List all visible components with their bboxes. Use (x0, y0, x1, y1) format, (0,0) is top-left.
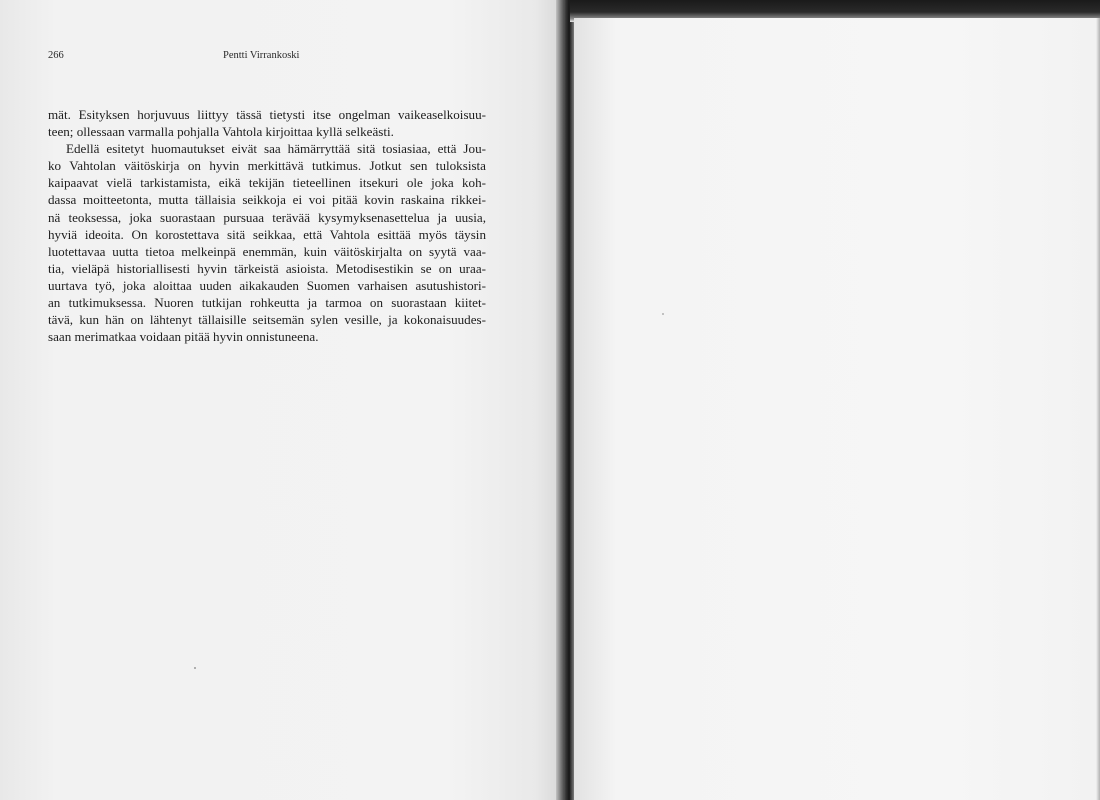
running-head-author: Pentti Virrankoski (223, 50, 300, 61)
text-line: teen; ollessaan varmalla pohjalla Vahtola kirjoittaa kyllä selkeästi. (48, 124, 394, 140)
body-text (48, 106, 486, 345)
text-line: mät. Esityksen horjuvuus liittyy tässä tietysti itse ongelman vaikeaselkoisuu- (48, 107, 486, 122)
right-page-blank (574, 18, 1100, 800)
text-line: luotettavaa uutta tietoa melkeinpä enemmän, kuin väitöskirjalta on syytä vaa- (48, 243, 486, 259)
text-line: hyviä ideoita. On korostettava sitä seikkaa, että Vahtola esittää myös täysin (48, 226, 486, 242)
text-line: an tutkimuksessa. Nuoren tutkijan rohkeutta ja tarmoa on suorastaan kiitet- (48, 295, 486, 311)
text-line: tia, vieläpä historiallisesti hyvin tärkeistä asioista. Metodisestikin se on uraa- (48, 260, 486, 276)
text-line: Edellä esitetyt huomautukset eivät saa hämärryttää sitä tosiasiaa, että Jou- (66, 141, 486, 157)
text-line: ko Vahtolan väitöskirja on hyvin merkittävä tutkimus. Jotkut sen tuloksista (48, 158, 486, 174)
paper-speck (194, 667, 196, 669)
text-line: tävä, kun hän on lähtenyt tällaisille seitsemän sylen vesille, ja kokonaisuudes- (48, 312, 486, 328)
running-head (48, 50, 528, 64)
text-line: dassa moitteetonta, mutta tällaisia seikkoja ei voi pitää kovin raskaina rikkei- (48, 192, 486, 208)
text-line: uurtava työ, joka aloittaa uuden aikakauden Suomen varhaisen asutushistori- (48, 277, 486, 293)
page-number: 266 (48, 50, 64, 61)
text-line: kaipaavat vielä tarkistamista, eikä tekijän tieteellinen itsekuri ole joka koh- (48, 175, 486, 191)
scan-right-edge (1096, 18, 1100, 800)
text-line: saan merimatkaa voidaan pitää hyvin onnistuneena. (48, 329, 319, 345)
paper-speck (662, 313, 664, 315)
text-line: nä teoksessa, joka suorastaan pursuaa terävää kysymyksenasettelua ja uusia, (48, 209, 486, 225)
